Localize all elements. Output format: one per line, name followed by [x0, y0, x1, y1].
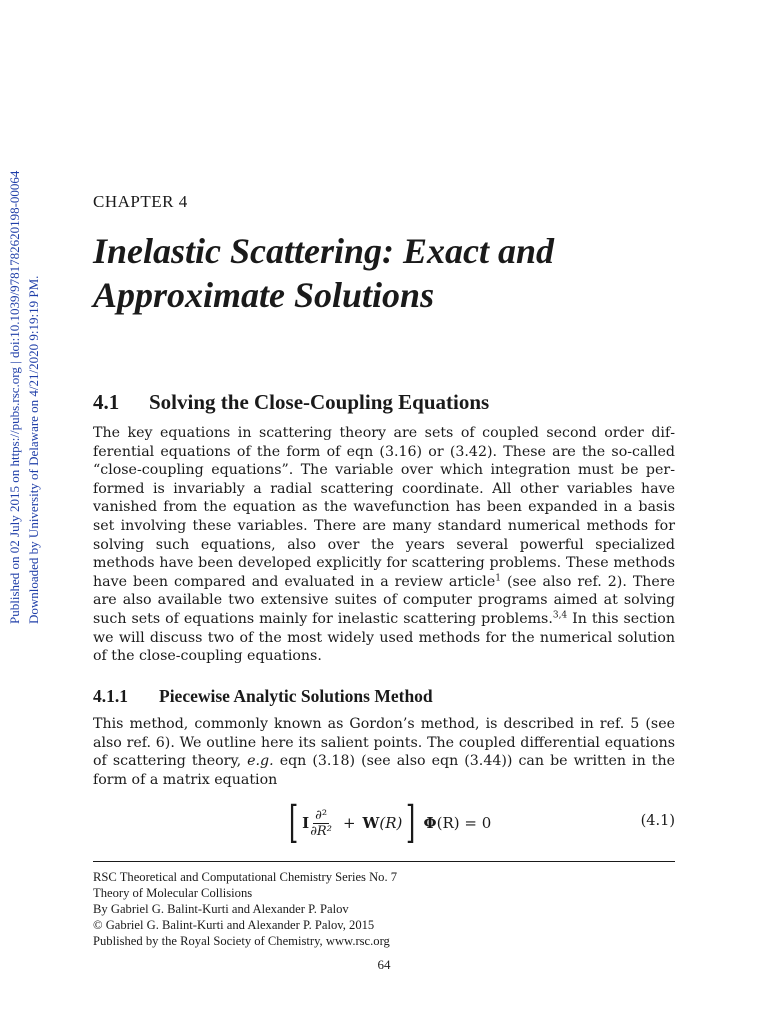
paragraph-text: eqn (3.18) (see also eqn (3.44)) can be written in the form of a matrix equation — [93, 753, 675, 788]
subsection-number: 4.1.1 — [93, 686, 128, 706]
paragraph-text: (see also ref. 2). There are also available two extensive suites of computer programs aimed at solving such sets of equations mainly for inelastic scattering problems. — [93, 573, 676, 627]
paragraph-text: This method, commonly known as Gordon’s method, is described in ref. 5 (see also ref. 6). We outline here its salient points. The coupled differential equations of scattering theory, — [93, 716, 675, 770]
phi-argument: (R) = 0 — [436, 814, 492, 832]
book-title-line: Theory of Molecular Collisions — [93, 886, 253, 900]
section-title: Solving the Close-Coupling Equations — [149, 390, 490, 414]
italic-abbreviation: e.g. — [247, 753, 274, 770]
chapter-label: CHAPTER 4 — [93, 192, 188, 211]
chapter-title-line1: Inelastic Scattering: Exact and — [93, 231, 555, 271]
equation-4-1 — [93, 797, 675, 848]
publication-doi-notice[interactable]: Published on 02 July 2015 on https://pubs.rsc.org | doi:10.1039/9781782620198-00064 — [7, 170, 22, 624]
download-notice: Downloaded by University of Delaware on 4/21/2020 9:19:19 PM. — [26, 275, 41, 624]
chapter-title-line2: Approximate Solutions — [93, 275, 435, 315]
section-number: 4.1 — [93, 390, 120, 414]
copyright-line: © Gabriel G. Balint-Kurti and Alexander P. Palov, 2015 — [93, 918, 375, 932]
coupling-matrix-argument: (R) — [379, 814, 403, 832]
second-derivative-fraction — [310, 808, 332, 839]
download-watermark — [6, 170, 50, 624]
reference-superscript[interactable]: 1 — [495, 573, 501, 584]
coupling-matrix: W — [362, 814, 380, 832]
section-4-1-paragraph — [93, 424, 675, 666]
fraction-denominator: ∂R² — [310, 823, 332, 839]
page-number: 64 — [377, 957, 391, 972]
fraction-numerator: ∂² — [315, 807, 328, 823]
left-bracket: [ — [288, 797, 299, 848]
section-heading-4-1 — [93, 390, 489, 415]
footnote-divider — [93, 861, 675, 862]
section-heading-4-1-1 — [93, 686, 433, 707]
publisher-line: Published by the Royal Society of Chemistry, www.rsc.org — [93, 934, 390, 948]
paragraph-text: In this section we will discuss two of the most widely used methods for the numerical solution of the close-coupling equations. — [93, 610, 675, 665]
equation-number: (4.1) — [640, 813, 675, 829]
series-line: RSC Theoretical and Computational Chemistry Series No. 7 — [93, 870, 398, 884]
plus-sign: + — [342, 814, 356, 832]
reference-superscript[interactable]: 3,4 — [552, 610, 568, 621]
equation-body — [285, 797, 492, 848]
phi-symbol: Φ — [423, 814, 437, 832]
paragraph-text: The key equations in scattering theory are sets of coupled second order differential equations of the form of eqn (3.16) or (3.42). These are the so-called “close-coupling equations”. The variable over which integration must be performed is invariably a radial scattering coordinate. All other variables have vanished from the equation as the wavefunction has been expanded in a basis set involving these variables. There are many standard numerical methods for solving such equations, also over the years several powerful specialized methods have been developed explicitly for scattering problems. These methods have been compared and evaluated in a review article — [93, 425, 675, 590]
subsection-title: Piecewise Analytic Solutions Method — [159, 686, 433, 706]
identity-matrix: I — [302, 814, 310, 832]
chapter-title — [93, 229, 675, 317]
right-bracket: ] — [406, 797, 416, 848]
footer-block — [93, 869, 675, 949]
authors-line: By Gabriel G. Balint-Kurti and Alexander P. Palov — [93, 902, 349, 916]
section-4-1-1-paragraph — [93, 715, 675, 789]
